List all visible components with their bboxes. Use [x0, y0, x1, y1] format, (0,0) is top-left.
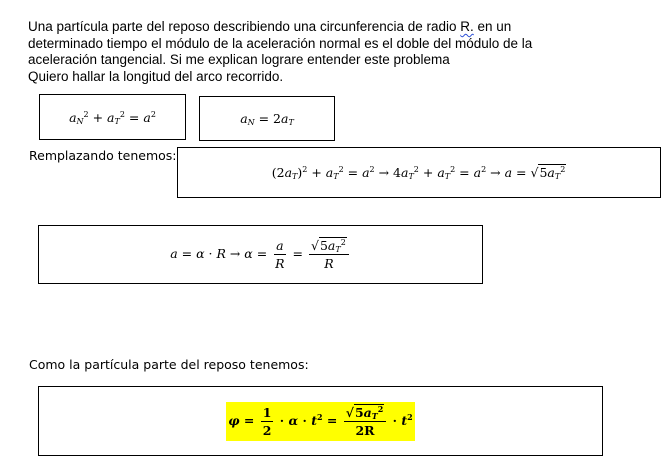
radius-symbol-spellcheck: R.	[460, 19, 474, 34]
fraction-sqrt-over-r: $\frac{√5a_T^2}{R}$	[309, 238, 349, 271]
fraction-one-half: $\frac{1}{2}$	[262, 404, 272, 438]
question-line-1-start: Una partícula parte del reposo describiendo una circunferencia de radio	[28, 19, 461, 34]
fraction-sqrt-over-2r: $\frac{√5a_T^2}{2R}$	[344, 405, 387, 438]
equation-box-angular-acceleration	[38, 225, 483, 284]
question-line-3: aceleración tangencial. Si me explican lograre entender este problema	[28, 52, 450, 67]
equation-pythagoras: $a_N^2 + a_T^2 = a^2$	[69, 109, 156, 126]
sqrt-expression: $√5a_T^2$	[530, 165, 566, 181]
equation-substitution: $(2a_T)^2 + a_T^2 = a^2 \to 4a_T^2 + a_T^2 = a^2 \to a = √5a_T^2$	[271, 165, 566, 181]
question-line-1-end: en un	[473, 19, 512, 34]
equation-box-substitution	[177, 147, 661, 198]
equation-angular-acceleration: a = α · R → α = $\frac{a}{R}$ = $\frac{√5a_T^2}{R}$	[170, 238, 351, 271]
fraction-a-over-r: $\frac{a}{R}$	[275, 238, 285, 271]
label-reposo: Como la partícula parte del reposo tenemos:	[29, 357, 309, 372]
question-line-1	[28, 19, 648, 36]
label-remplazando: Remplazando tenemos:	[29, 148, 177, 163]
equation-box-angle	[38, 386, 603, 456]
equation-normal-tangential: $a_N = 2a_T$	[240, 111, 294, 127]
equation-box-pythagoras	[39, 94, 186, 140]
question-text	[28, 19, 648, 85]
question-line-4: Quiero hallar la longitud del arco recorrido.	[28, 68, 284, 84]
equation-box-normal-tangential	[199, 96, 335, 141]
equation-angle-highlighted: φ = $\frac{1}{2}$ · $\alpha \cdot t^2$ = $\frac{√5a_T^2}{2R}$ · $t^2$	[226, 402, 414, 441]
question-line-2: determinado tiempo el módulo de la aceleración normal es el doble del módulo de la	[28, 35, 533, 51]
